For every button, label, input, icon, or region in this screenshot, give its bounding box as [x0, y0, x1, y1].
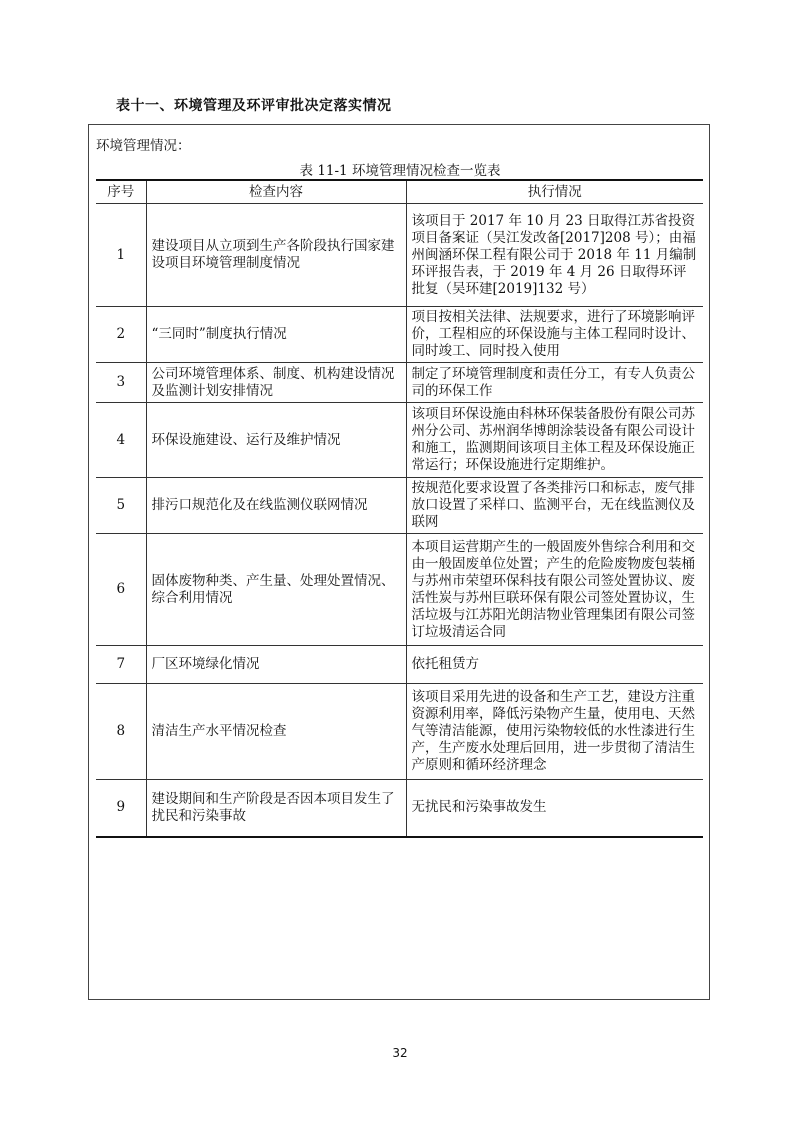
row-number: 5 [96, 478, 146, 534]
row-status: 该项目采用先进的设备和生产工艺，建设方注重资源利用率，降低污染物产生量，使用电、天然气等清洁能源，使用污染物较低的水性漆进行生产，生产废水处理后回用，进一步贯彻了清洁生产原则和循环经济理念 [406, 684, 703, 780]
row-number: 3 [96, 363, 146, 403]
row-check-item: 厂区环境绿化情况 [146, 646, 406, 684]
row-check-item: 建设期间和生产阶段是否因本项目发生了扰民和污染事故 [146, 780, 406, 837]
row-check-item: 固体废物种类、产生量、处理处置情况、综合利用情况 [146, 534, 406, 646]
row-number: 1 [96, 204, 146, 307]
header-status: 执行情况 [406, 180, 703, 204]
row-status: 依托租赁方 [406, 646, 703, 684]
row-number: 4 [96, 403, 146, 478]
row-status: 无扰民和污染事故发生 [406, 780, 703, 837]
header-item: 检查内容 [146, 180, 406, 204]
intro-text: 环境管理情况： [96, 138, 191, 154]
row-status: 制定了环境管理制度和责任分工，有专人负责公司的环保工作 [406, 363, 703, 403]
table-row [96, 307, 703, 363]
table-caption: 表 11-1 环境管理情况检查一览表 [299, 163, 501, 179]
row-status: 本项目运营期产生的一般固废外售综合利用和交由一般固废单位处置；产生的危险废物废包装桶与苏州市荣望环保科技有限公司签处置协议、废活性炭与苏州巨联环保有限公司签处置协议，生活垃圾与江苏阳光朗洁物业管理集团有限公司签订垃圾清运合同 [406, 534, 703, 646]
table-row [96, 204, 703, 307]
row-number: 9 [96, 780, 146, 837]
row-check-item: 环保设施建设、运行及维护情况 [146, 403, 406, 478]
row-number: 7 [96, 646, 146, 684]
table-row [96, 478, 703, 534]
table-row [96, 534, 703, 646]
table-row [96, 646, 703, 684]
row-status: 该项目环保设施由科林环保装备股份有限公司苏州分公司、苏州润华博朗涂装设备有限公司设计和施工，监测期间该项目主体工程及环保设施正常运行；环保设施进行定期维护。 [406, 403, 703, 478]
environment-check-table [96, 179, 703, 838]
row-check-item: 排污口规范化及在线监测仪联网情况 [146, 478, 406, 534]
header-no: 序号 [96, 180, 146, 204]
row-check-item: 公司环境管理体系、制度、机构建设情况及监测计划安排情况 [146, 363, 406, 403]
row-status: 项目按相关法律、法规要求，进行了环境影响评价，工程相应的环保设施与主体工程同时设计、同时竣工、同时投入使用 [406, 307, 703, 363]
row-number: 8 [96, 684, 146, 780]
table-row [96, 363, 703, 403]
row-check-item: 建设项目从立项到生产各阶段执行国家建设项目环境管理制度情况 [146, 204, 406, 307]
row-status: 按规范化要求设置了各类排污口和标志，废气排放口设置了采样口、监测平台，无在线监测仪及联网 [406, 478, 703, 534]
row-number: 6 [96, 534, 146, 646]
table-row [96, 403, 703, 478]
table-row [96, 780, 703, 837]
row-check-item: “三同时”制度执行情况 [146, 307, 406, 363]
table-row [96, 684, 703, 780]
row-status: 该项目于 2017 年 10 月 23 日取得江苏省投资项目备案证（吴江发改备[2017]208 号）；由福州闽涵环保工程有限公司于 2018 年 11 月编制环评报告表，于 2019 年 4 月 26 日取得环评批复（吴环建[2019]132 号） [406, 204, 703, 307]
section-heading: 表十一、环境管理及环评审批决定落实情况 [116, 98, 392, 114]
page-number: 32 [392, 1046, 408, 1060]
table-header-row [96, 180, 703, 204]
row-check-item: 清洁生产水平情况检查 [146, 684, 406, 780]
row-number: 2 [96, 307, 146, 363]
